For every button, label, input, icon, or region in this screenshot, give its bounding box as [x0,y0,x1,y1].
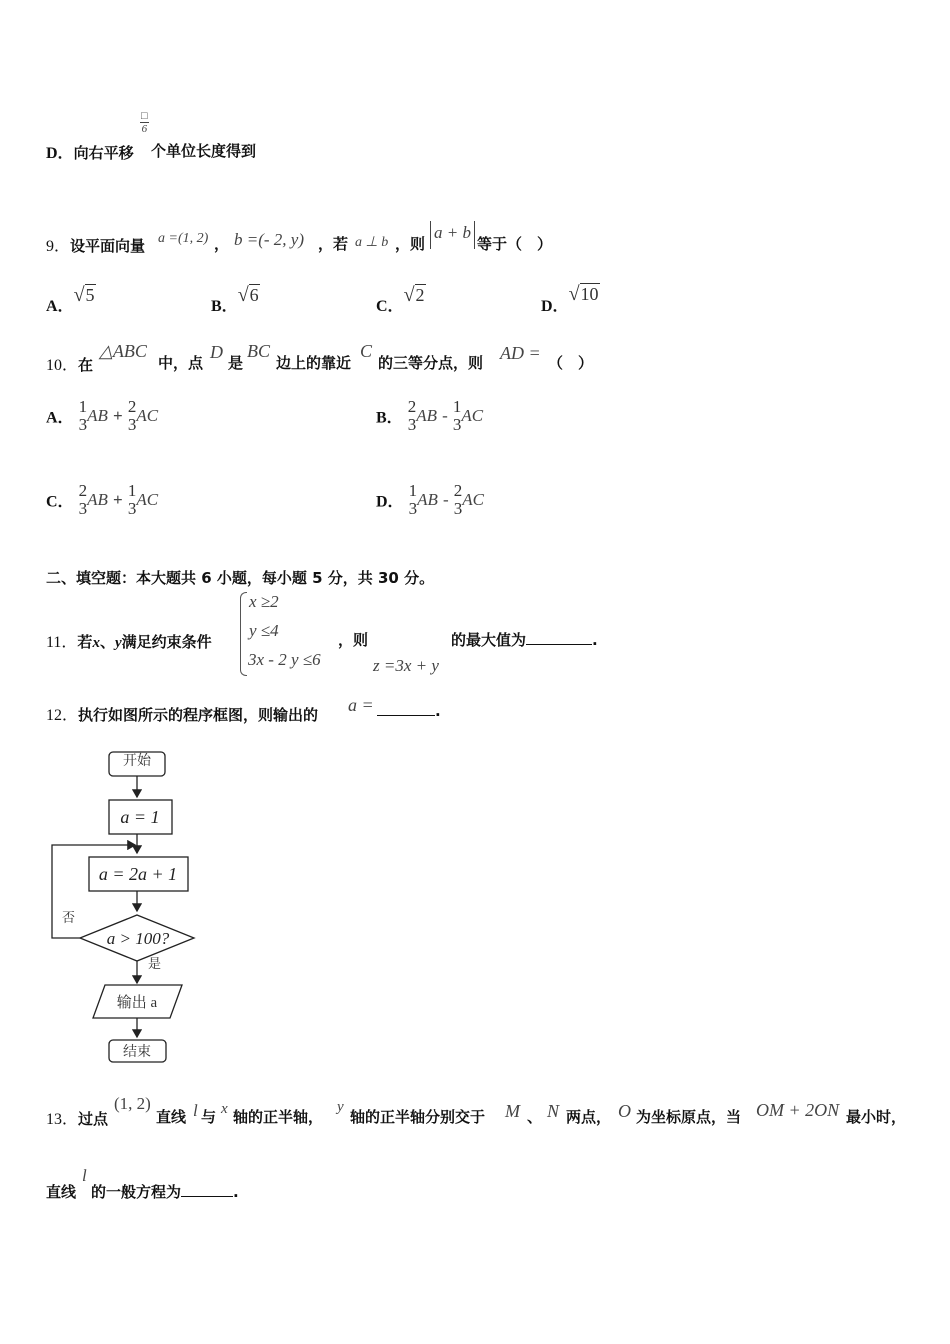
numerator: 2 [453,481,463,500]
q12-stem [46,702,318,725]
operator: + [113,406,123,425]
var-y: y [114,635,122,651]
vector: AB [87,406,108,425]
q9-abs-expr [430,221,475,249]
radicand: 5 [85,285,95,305]
q9-vector-a: a =(1, 2) [158,231,209,246]
fraction [79,398,88,434]
section-heading: 二、填空题：本大题共 6 小题，每小题 5 分，共 30 分。 [46,569,435,587]
option-letter: C． [376,298,404,315]
q11-t4-text: 的最大值为 [451,631,527,649]
option-letter: B． [376,409,403,427]
fraction-numerator: □ [141,110,148,122]
denominator: 3 [127,499,137,518]
numerator: 1 [127,481,137,500]
q11-stem-a [46,629,212,652]
q13-t8: 为坐标原点，当 [636,1108,742,1126]
operator: - [442,406,448,425]
operator: + [113,490,123,509]
question-number: 12． [46,707,79,724]
q10-stem-a [46,352,93,375]
q13-t2: 直线 [156,1108,187,1126]
q10-t6: （ ） [548,354,594,372]
option-letter: A． [46,298,74,315]
q9-option-a [46,283,96,315]
q10-option-d [376,482,484,518]
q13-period: . [233,1183,239,1201]
constraint-2: y ≤4 [249,621,279,640]
answer-blank[interactable] [526,644,592,645]
q12-period: . [435,702,441,720]
fraction [409,482,418,518]
answer-blank[interactable] [181,1196,233,1197]
q13-M: M [505,1101,520,1121]
vector: AC [136,490,159,509]
q10-D: D [210,342,223,362]
q11-t1: 若 [77,633,93,651]
q13-t7: 两点， [566,1108,612,1126]
numerator: 1 [78,397,88,416]
q11-period: . [592,631,598,649]
q10-triangle: △ABC [99,341,147,361]
option-letter: D． [376,493,404,511]
question-number: 11． [46,634,78,651]
denominator: 3 [407,415,417,434]
q13-t4: 轴的正半轴， [233,1108,324,1126]
numerator: 2 [127,397,137,416]
q13-expr: OM + 2ON [756,1100,840,1120]
q9-text3: ，则 [395,235,426,253]
option-letter: D． [541,298,569,315]
question-number: 10． [46,357,79,374]
sqrt-expression: √6 [237,284,259,306]
question-number: 9． [46,238,71,255]
q13-stem-a [46,1106,108,1129]
q12-answer [377,702,441,720]
q9-perp: a ⊥ b [355,235,389,250]
q13-t5: 轴的正半轴分别交于 [350,1108,486,1126]
fraction [79,482,88,518]
q10-C: C [360,341,373,361]
q8-fraction [140,110,149,135]
q9-vector-b: b =(- 2, y) [234,230,305,249]
q10-BC: BC [247,341,271,361]
flow-yes-label: 是 [148,956,162,971]
q13-y: y [337,1099,344,1115]
sqrt-expression: √2 [403,284,425,306]
fraction-denominator: 6 [141,123,148,135]
denominator: 3 [78,415,88,434]
var-x: x [92,635,100,651]
q13-t9: 最小时， [846,1108,907,1126]
vector: AB [417,490,438,509]
abs-expr-text: a + b [434,223,471,242]
q11-t2: 满足约束条件 [121,633,212,651]
q9-comma: ， [214,235,230,253]
q11-t3: ，则 [338,631,369,649]
answer-blank[interactable] [377,715,435,716]
option-letter: A． [46,409,74,427]
q10-AD: AD = [500,343,541,363]
radicand: 6 [249,285,259,305]
q13-t3: 与 [201,1108,217,1126]
flow-end-label: 结束 [123,1045,151,1060]
q11-sep: 、 [99,633,115,651]
q13-x: x [221,1101,228,1117]
q10-t3: 是 [228,354,244,372]
q13-O: O [618,1101,631,1121]
q9-option-c [376,283,426,315]
q9-text2: ，若 [318,235,349,253]
q13-t6: 、 [527,1108,543,1126]
q10-t1: 在 [78,356,94,374]
q13-t1: 过点 [78,1110,109,1128]
q12-t1: 执行如图所示的程序框图，则输出的 [78,706,319,724]
flow-init-label: a = 1 [120,807,160,827]
q9-text4: 等于（ ） [477,235,553,253]
option-letter: D． [46,145,74,162]
q13-line2a: 直线 [46,1183,77,1201]
flow-update-label: a = 2a + 1 [98,864,178,884]
brace [240,592,247,676]
denominator: 3 [453,499,463,518]
denominator: 3 [127,415,137,434]
q10-option-b [376,398,483,434]
q11-constraint-system [238,592,338,676]
q9-option-b [211,283,260,315]
q9-text: 设平面向量 [70,237,146,255]
operator: - [443,490,449,509]
constraint-3: 3x - 2 y ≤6 [248,650,321,669]
sqrt-expression: √10 [568,283,599,305]
q12-a: a = [348,695,374,715]
numerator: 2 [407,397,417,416]
numerator: 1 [452,397,462,416]
q10-t5: 的三等分点，则 [378,354,484,372]
denominator: 3 [452,415,462,434]
q13-line2b [91,1181,239,1202]
vector: AB [87,490,108,509]
q13-point: (1, 2) [114,1094,151,1113]
q13-l: l [193,1101,198,1120]
denominator: 3 [78,499,88,518]
flowchart [40,745,210,1070]
vector: AB [416,406,438,425]
q10-option-a [46,398,158,434]
vector: AC [461,406,484,425]
flow-output-label: 输出 a [116,995,158,1011]
vector: AC [136,406,159,425]
q10-t2: 中，点 [158,354,204,372]
vector: AC [462,490,485,509]
q10-t4: 边上的靠近 [276,354,352,372]
fraction [408,398,417,434]
flow-decision-label: a > 100? [106,929,170,948]
radicand: 2 [415,285,425,305]
q9-option-d [541,282,600,315]
question-number: 13． [46,1111,79,1128]
sqrt-expression: √5 [73,284,95,306]
radicand: 10 [580,284,599,304]
q8-text-after: 个单位长度得到 [151,142,257,160]
q10-option-c [46,482,158,518]
denominator: 3 [408,499,418,518]
q13-l2: l [82,1166,87,1185]
option-letter: C． [46,493,74,511]
q8-option-d [46,140,134,163]
option-letter: B． [211,298,238,315]
flow-start-label: 开始 [123,754,151,769]
q9-stem [46,233,145,256]
q13-line2b-text: 的一般方程为 [91,1183,182,1201]
flow-no-label: 否 [62,910,76,925]
constraint-1: x ≥2 [249,592,279,611]
q11-objective: z =3x + y [373,656,439,675]
numerator: 1 [408,481,418,500]
q13-N: N [547,1101,560,1121]
q8-text-before: 向右平移 [73,144,134,162]
numerator: 2 [78,481,88,500]
q11-t4 [451,629,598,650]
